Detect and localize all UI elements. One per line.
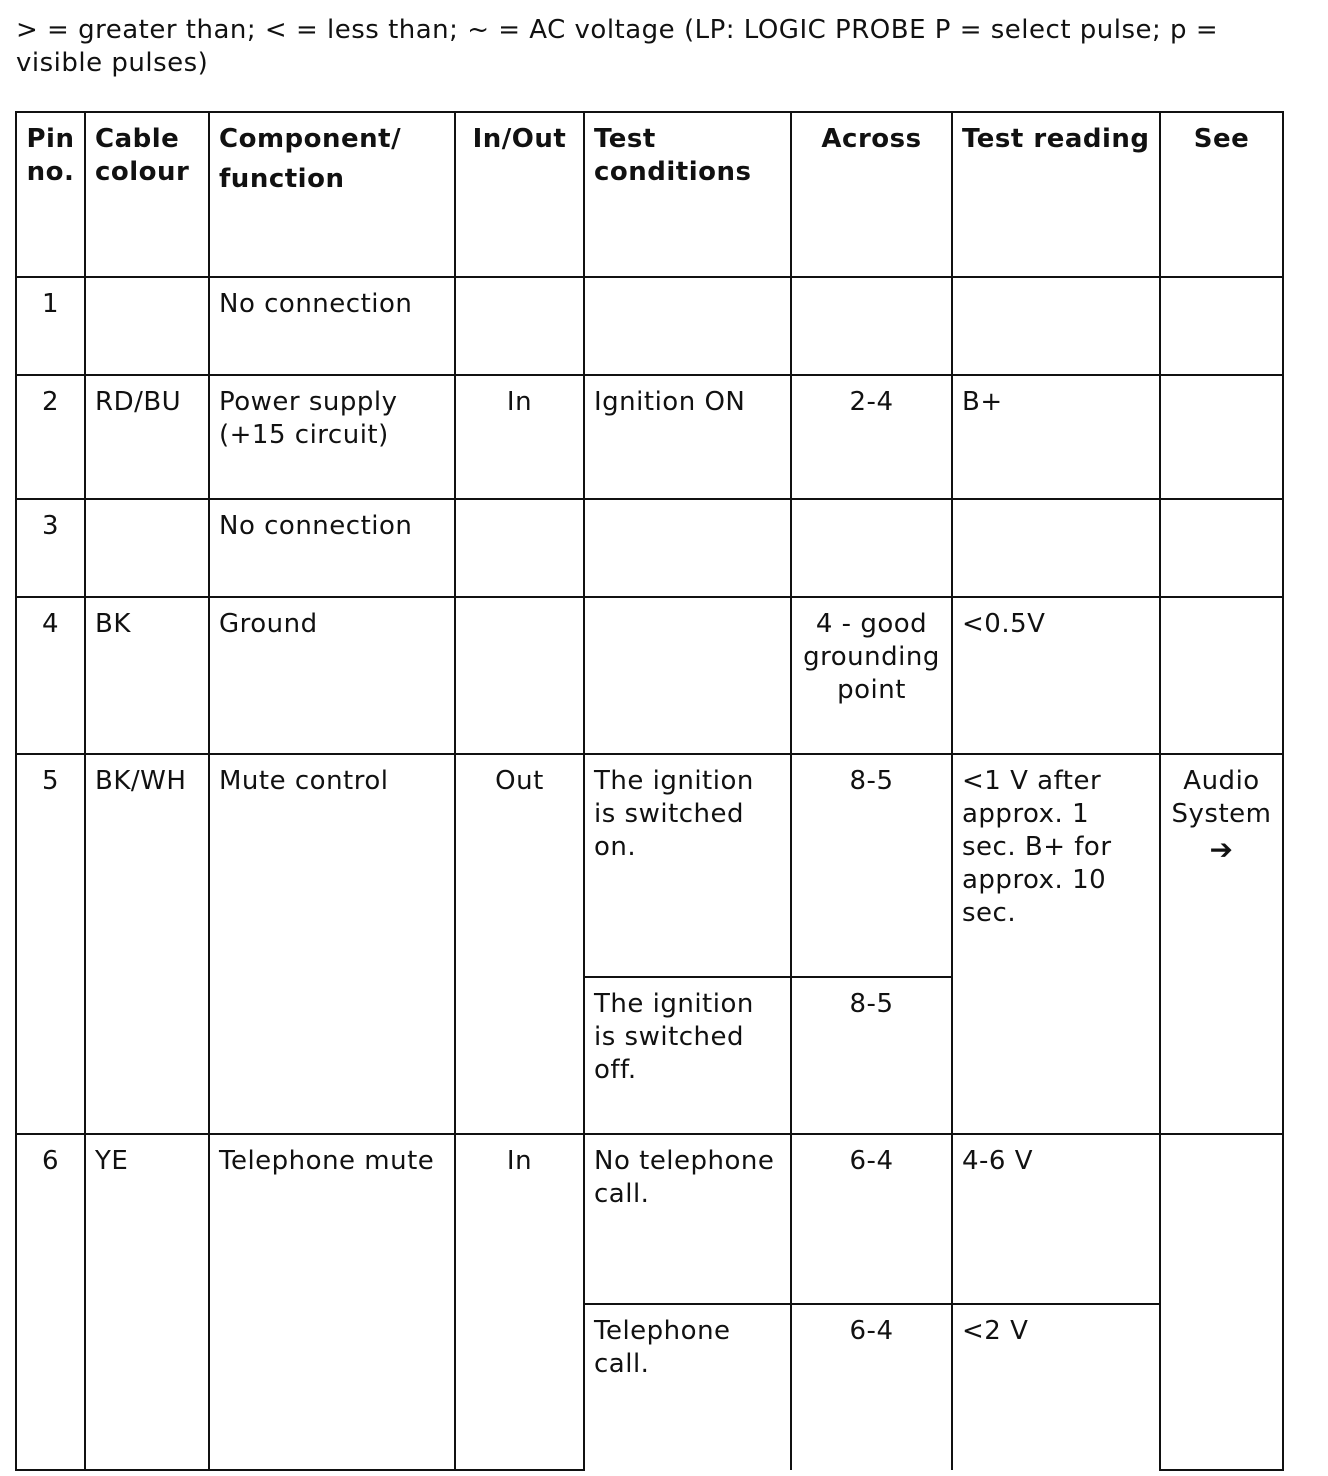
pin-cell: 5 [16,754,85,1134]
cable-cell: BK/WH [85,754,209,1134]
across-cell: 6-4 [791,1304,952,1470]
header-see: See [1160,112,1283,277]
conditions-cell [584,597,791,754]
pin-cell: 3 [16,499,85,597]
inout-cell: In [455,1134,584,1470]
component-cell: No connection [209,277,455,375]
conditions-cell: Ignition ON [584,375,791,499]
table-row [16,1134,1283,1304]
pin-cell: 2 [16,375,85,499]
reading-cell: 4-6 V [952,1134,1160,1304]
header-component-line1: Component/ [219,124,402,154]
see-cell [1160,277,1283,375]
across-cell [791,499,952,597]
see-cell [1160,499,1283,597]
component-cell: Mute control [209,754,455,1134]
reading-cell: <2 V [952,1304,1160,1470]
component-cell: Ground [209,597,455,754]
header-component-line2: function [219,164,345,194]
see-link-audio-system[interactable]: Audio System [1171,766,1272,829]
cable-cell: RD/BU [85,375,209,499]
table-row [16,597,1283,754]
header-pin: Pin no. [16,112,85,277]
reading-cell [952,499,1160,597]
pin-cell: 4 [16,597,85,754]
inout-cell: Out [455,754,584,1134]
legend-text: > = greater than; < = less than; ~ = AC voltage (LP: LOGIC PROBE P = select pulse; p = visible pulses) [16,15,1219,78]
header-row [16,112,1283,277]
component-cell: Power supply (+15 circuit) [209,375,455,499]
table-row [16,375,1283,499]
header-cable-colour: Cable colour [85,112,209,277]
conditions-cell [584,277,791,375]
cable-cell: YE [85,1134,209,1470]
inout-cell [455,597,584,754]
pin-assignment-table [15,111,1284,1471]
table-row [16,277,1283,375]
header-test-conditions: Test conditions [584,112,791,277]
component-cell: No connection [209,499,455,597]
table-row [16,499,1283,597]
see-cell [1160,1134,1283,1470]
arrow-right-icon[interactable]: ➔ [1209,833,1234,866]
cable-cell: BK [85,597,209,754]
across-cell: 2-4 [791,375,952,499]
pin-cell: 6 [16,1134,85,1470]
header-across: Across [791,112,952,277]
conditions-cell [584,499,791,597]
table-row [16,754,1283,977]
cable-cell [85,277,209,375]
reading-cell: <0.5V [952,597,1160,754]
header-in-out: In/Out [455,112,584,277]
see-cell [1160,754,1283,1134]
across-cell: 6-4 [791,1134,952,1304]
reading-cell [952,277,1160,375]
across-cell: 8-5 [791,977,952,1134]
cable-cell [85,499,209,597]
see-cell [1160,597,1283,754]
conditions-cell: No telephone call. [584,1134,791,1304]
reading-cell: B+ [952,375,1160,499]
inout-cell [455,277,584,375]
conditions-cell: The ignition is switched on. [584,754,791,977]
conditions-cell: The ignition is switched off. [584,977,791,1134]
reading-cell: <1 V after approx. 1 sec. B+ for approx. 10 sec. [952,754,1160,1134]
see-cell [1160,375,1283,499]
inout-cell: In [455,375,584,499]
across-cell: 8-5 [791,754,952,977]
component-cell: Telephone mute [209,1134,455,1470]
header-component [209,112,455,277]
pin-cell: 1 [16,277,85,375]
conditions-cell: Telephone call. [584,1304,791,1470]
across-cell [791,277,952,375]
across-cell: 4 - good grounding point [791,597,952,754]
inout-cell [455,499,584,597]
header-test-reading: Test reading [952,112,1160,277]
